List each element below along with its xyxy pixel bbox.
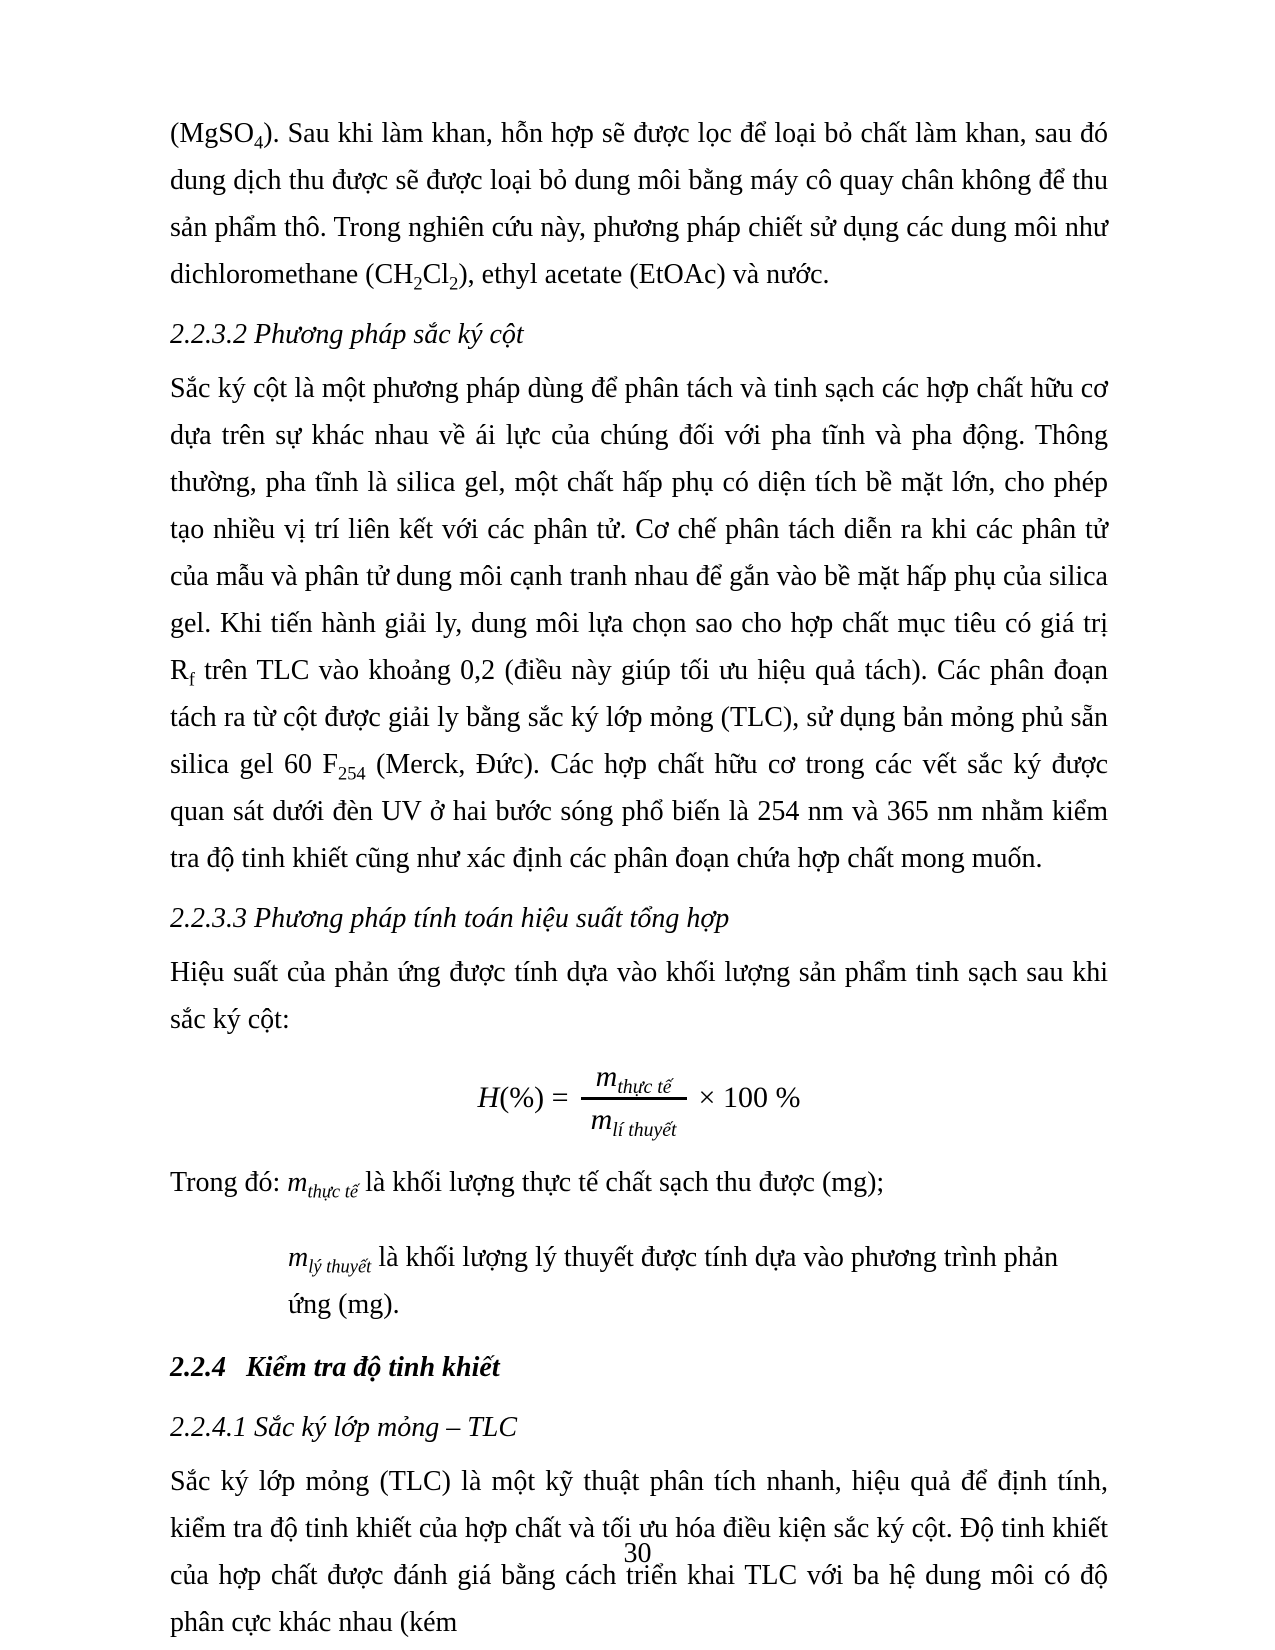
heading-2-2-3-2: 2.2.3.2 Phương pháp sắc ký cột [170, 319, 524, 350]
paragraph-column-chromatography: Sắc ký cột là một phương pháp dùng để phân tách và tinh sạch các hợp chất hữu cơ dựa trên sự khác nhau về ái lực của chúng đối với pha tĩnh và pha động. Thông thường, pha tĩnh là silica gel, một chất hấp phụ có diện tích bề mặt lớn, cho phép tạo nhiều vị trí liên kết với các phân tử. Cơ chế phân tách diễn ra khi các phân tử của mẫu và phân tử dung môi cạnh tranh nhau để gắn vào bề mặt hấp phụ của silica gel. Khi tiến hành giải ly, dung môi lựa chọn sao cho hợp chất mục tiêu có giá trị $R_f$ trên TLC vào khoảng 0,2 (điều này giúp tối ưu hiệu quả tách). Các phân đoạn tách ra từ cột được giải ly bằng sắc ký lớp mỏng (TLC), sử dụng bản mỏng phủ sẵn silica gel 60 $F_{254}$ (Merck, Đức). Các hợp chất hữu cơ trong các vết sắc ký được quan sát dưới đèn UV ở hai bước sóng phổ biến là 254 nm và 365 nm nhằm kiểm tra độ tinh khiết cũng như xác định các phân đoạn chứa hợp chất mong muốn. [170, 373, 1109, 874]
formula-numerator: $m_{thực tế}$ [595, 1060, 672, 1098]
heading-2-2-4-1: 2.2.4.1 Sắc ký lớp mỏng – TLC [170, 1412, 518, 1443]
formula-definition-actual-mass: Trong đó: $m_{thực tế}$ là khối lượng thực tế chất sạch thu được (mg); [170, 1167, 885, 1202]
heading-2-2-4 [170, 1344, 1108, 1391]
paragraph-tlc-purity: Sắc ký lớp mỏng (TLC) là một kỹ thuật phân tích nhanh, hiệu quả để định tính, kiểm tra độ tinh khiết của hợp chất và tối ưu hóa điều kiện sắc ký cột. Độ tinh khiết của hợp chất được đánh giá bằng cách triển khai TLC với ba hệ dung môi có độ phân cực khác nhau (kém [170, 1466, 1108, 1638]
heading-2-2-3-3: 2.2.3.3 Phương pháp tính toán hiệu suất tổng hợp [170, 903, 730, 934]
page-number: 30 [623, 1538, 652, 1569]
paragraph-yield-intro: Hiệu suất của phản ứng được tính dựa vào khối lượng sản phẩm tinh sạch sau khi sắc ký cột: [170, 957, 1108, 1035]
formula-definition-theoretical-mass: $m_{lý thuyết}$ là khối lượng lý thuyết được tính dựa vào phương trình phản ứng (mg). [288, 1242, 1059, 1320]
formula-left-side: H(%) = [477, 1081, 569, 1114]
formula-right-side: × 100 % [698, 1081, 801, 1114]
heading-2-2-4-number: 2.2.4 [170, 1352, 226, 1383]
formula-fraction [581, 1057, 687, 1139]
paragraph-extraction-method: (MgSO$_4$). Sau khi làm khan, hỗn hợp sẽ được lọc để loại bỏ chất làm khan, sau đó dung dịch thu được sẽ được loại bỏ dung môi bằng máy cô quay chân không để thu sản phẩm thô. Trong nghiên cứu này, phương pháp chiết sử dụng các dung môi như dichloromethane $(CH_2Cl_2)$, ethyl acetate (EtOAc) và nước. [170, 118, 1108, 294]
page-content [170, 110, 1108, 1646]
yield-formula [170, 1057, 1108, 1139]
heading-2-2-4-title: Kiểm tra độ tinh khiết [246, 1352, 500, 1383]
formula-denominator: $m_{lí thuyết}$ [581, 1097, 687, 1140]
